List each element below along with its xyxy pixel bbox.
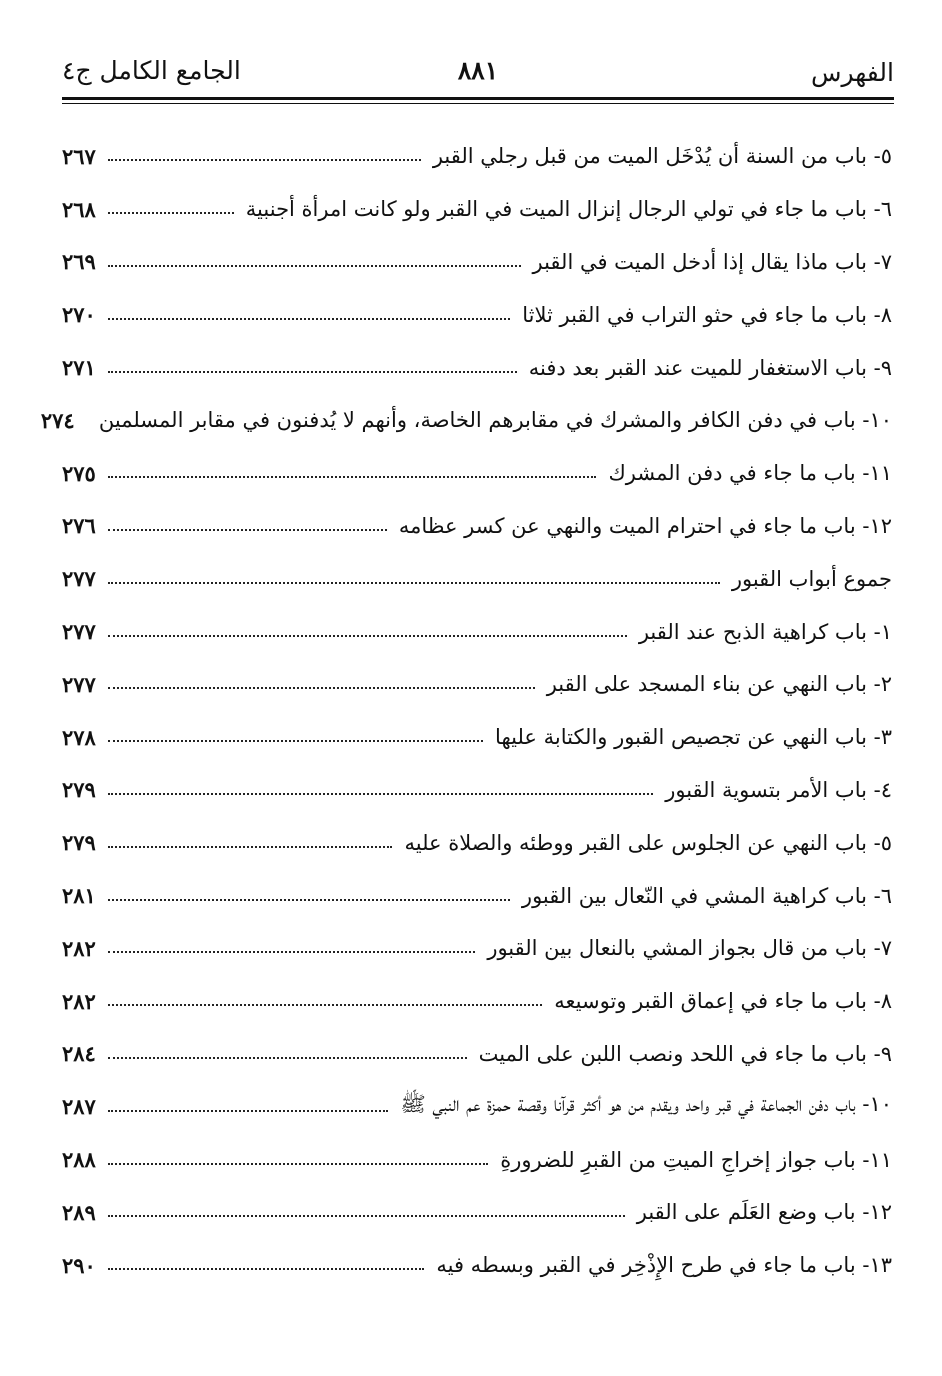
dot-leader <box>108 476 596 478</box>
dot-leader <box>108 1268 424 1270</box>
toc-entry <box>62 1133 892 1186</box>
toc-entry-title: ١٢- باب وضع العَلَم على القبر <box>636 1200 892 1225</box>
toc-entry-page: ٢٨٢ <box>62 935 96 961</box>
toc-entry-page: ٢٧٠ <box>62 302 96 328</box>
dot-leader <box>108 1004 542 1006</box>
book-title: الجامع الكامل ج٤ <box>62 56 241 85</box>
toc-entry <box>62 447 892 500</box>
toc-entry-title: جموع أبواب القبور <box>731 566 892 591</box>
toc-entry-page: ٢٧٤ <box>40 407 75 433</box>
toc-entry <box>62 975 892 1028</box>
dot-leader <box>108 793 653 795</box>
toc-entry-title: ١٣- باب ما جاء في طرح الإِذْخِر في القبر وبسطه فيه <box>436 1253 892 1278</box>
toc-entry-title: ١٠- باب في دفن الكافر والمشرك في مقابرهم الخاصة، وأنهم لا يُدفنون في مقابر المسلمين <box>98 408 892 433</box>
toc-entry-title: ٧- باب ماذا يقال إذا أدخل الميت في القبر <box>532 249 892 274</box>
toc-entry-title: ١١- باب ما جاء في دفن المشرك <box>608 461 892 486</box>
toc-entry <box>62 288 892 341</box>
toc-entry <box>40 394 892 447</box>
toc-entry <box>62 236 892 289</box>
toc-entry-title: ١٠- باب دفن الجماعة في قبر واحد ويقدم من هو أكثر قرآنا وقصة حمزة عم النبي ﷺ <box>400 1092 892 1117</box>
dot-leader <box>108 212 234 214</box>
toc-entry-page: ٢٨٤ <box>62 1041 96 1067</box>
dot-leader <box>108 1215 625 1217</box>
toc-entry <box>62 552 892 605</box>
toc-entry-title: ١٢- باب ما جاء في احترام الميت والنهي عن كسر عظامه <box>398 513 892 538</box>
dot-leader <box>108 740 483 742</box>
toc-entry <box>62 711 892 764</box>
dot-leader <box>108 687 535 689</box>
dot-leader <box>108 529 387 531</box>
toc-entry-title: ٣- باب النهي عن تجصيص القبور والكتابة عليها <box>495 725 892 750</box>
toc-entry-title: ١- باب كراهية الذبح عند القبر <box>638 619 892 644</box>
toc-entry-title: ٧- باب من قال بجواز المشي بالنعال بين القبور <box>487 936 892 961</box>
toc-entry <box>62 869 892 922</box>
toc-entry-page: ٢٦٨ <box>62 196 96 222</box>
toc-entry <box>62 922 892 975</box>
toc-entry-page: ٢٧٨ <box>62 724 96 750</box>
dot-leader <box>108 318 510 320</box>
toc-entry-page: ٢٦٩ <box>62 249 96 275</box>
toc-entry-page: ٢٨٩ <box>62 1199 96 1225</box>
dot-leader <box>108 1163 488 1165</box>
dot-leader <box>108 371 517 373</box>
toc-entry-page: ٢٧٩ <box>62 777 96 803</box>
toc-entry-page: ٢٧٧ <box>62 671 96 697</box>
toc-entry-page: ٢٧٩ <box>62 830 96 856</box>
page-number: ٨٨١ <box>457 56 499 85</box>
toc-entry-page: ٢٧٧ <box>62 619 96 645</box>
toc-entry-title: ٨- باب ما جاء في حثو التراب في القبر ثلاثا <box>522 302 892 327</box>
toc-entry-page: ٢٧٧ <box>62 566 96 592</box>
toc-entry <box>62 1028 892 1081</box>
toc-entry-title: ٥- باب النهي عن الجلوس على القبر ووطئه والصلاة عليه <box>404 830 892 855</box>
toc-entry-title: ٩- باب ما جاء في اللحد ونصب اللبن على الميت <box>478 1041 892 1066</box>
dot-leader <box>108 265 521 267</box>
toc-entry <box>62 1080 892 1133</box>
toc-entry-title: ١١- باب جواز إخراجِ الميتِ من القبرِ للضرورةِ <box>500 1147 892 1172</box>
toc-entry <box>62 500 892 553</box>
toc-entry <box>62 816 892 869</box>
header-rule-thick <box>62 97 894 100</box>
table-of-contents <box>40 130 892 1292</box>
toc-entry <box>62 183 892 236</box>
header-rule-thin <box>62 103 894 104</box>
dot-leader <box>108 899 510 901</box>
dot-leader <box>108 582 720 584</box>
toc-entry-page: ٢٨٨ <box>62 1147 96 1173</box>
toc-entry-title: ٩- باب الاستغفار للميت عند القبر بعد دفنه <box>528 355 892 380</box>
toc-entry-title: ٦- باب كراهية المشي في النّعال بين القبور <box>521 883 892 908</box>
dot-leader <box>108 1110 388 1112</box>
toc-entry <box>62 658 892 711</box>
toc-entry <box>62 1186 892 1239</box>
toc-entry-page: ٢٩٠ <box>62 1252 96 1278</box>
page-header <box>62 52 894 92</box>
toc-entry-page: ٢٨١ <box>62 883 96 909</box>
dot-leader <box>108 635 627 637</box>
dot-leader <box>108 846 392 848</box>
toc-entry-title: ٤- باب الأمر بتسوية القبور <box>665 777 892 802</box>
toc-entry-title: ٦- باب ما جاء في تولي الرجال إنزال الميت في القبر ولو كانت امرأة أجنبية <box>245 197 892 222</box>
toc-entry-page: ٢٨٢ <box>62 988 96 1014</box>
section-title: الفهرس <box>810 58 894 87</box>
toc-entry-page: ٢٧٥ <box>62 460 96 486</box>
toc-entry-title: ٥- باب من السنة أن يُدْخَل الميت من قبل رجلي القبر <box>432 144 892 169</box>
toc-entry <box>62 605 892 658</box>
toc-entry <box>62 341 892 394</box>
toc-entry-page: ٢٦٧ <box>62 143 96 169</box>
toc-entry-page: ٢٨٧ <box>62 1094 96 1120</box>
toc-entry <box>62 130 892 183</box>
toc-entry-page: ٢٧٦ <box>62 513 96 539</box>
toc-entry-page: ٢٧١ <box>62 355 96 381</box>
toc-entry <box>62 1239 892 1292</box>
toc-entry-title: ٢- باب النهي عن بناء المسجد على القبر <box>546 672 892 697</box>
dot-leader <box>108 1057 467 1059</box>
toc-entry-title: ٨- باب ما جاء في إعماق القبر وتوسيعه <box>554 989 892 1014</box>
toc-entry <box>62 764 892 817</box>
dot-leader <box>108 159 421 161</box>
dot-leader <box>108 951 475 953</box>
